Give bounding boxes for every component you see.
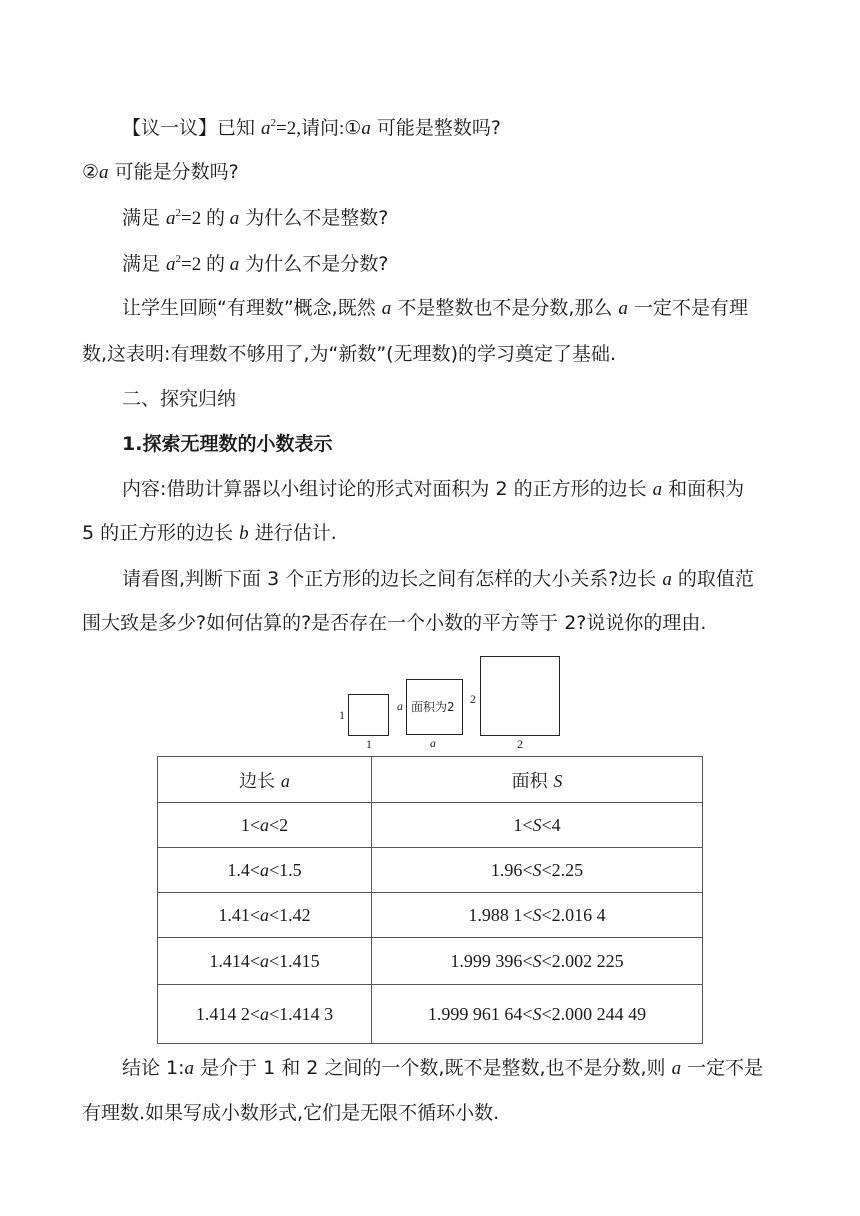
square-2-area-label: 面积为2	[411, 700, 455, 714]
squares-figure	[330, 650, 570, 750]
square-3	[480, 656, 560, 736]
table-row	[158, 938, 703, 985]
question-not-fraction: 满足 $a^2=2$ 的 a 为什么不是分数?	[122, 253, 389, 275]
side-range-cell: 1<a<2	[158, 803, 372, 848]
table-row	[158, 848, 703, 893]
area-range-cell: 1.96<S<2.25	[372, 848, 703, 893]
area-range-cell: 1.999 396<S<2.002 225	[372, 938, 703, 985]
table-row	[158, 985, 703, 1044]
estimation-table	[157, 756, 703, 1044]
content-paragraph-line-2: 5 的正方形的边长 b 进行估计.	[82, 522, 337, 544]
review-paragraph-line-2: 数,这表明:有理数不够用了,为“新数”(无理数)的学习奠定了基础.	[82, 343, 617, 365]
table-row	[158, 893, 703, 938]
figure-question-line-2: 围大致是多少?如何估算的?是否存在一个小数的平方等于 2?说说你的理由.	[82, 612, 707, 634]
table-row	[158, 803, 703, 848]
square-2-side-label: a	[397, 699, 403, 713]
discussion-prompt-line-1: 【议一议】已知 $a^2=2$,请问:①a 可能是整数吗?	[122, 117, 501, 139]
content-paragraph-line-1: 内容:借助计算器以小组讨论的形式对面积为 2 的正方形的边长 a 和面积为	[122, 478, 745, 500]
side-range-cell: 1.414 2<a<1.414 3	[158, 985, 372, 1044]
question-not-integer: 满足 $a^2=2$ 的 a 为什么不是整数?	[122, 207, 389, 229]
square-2-bottom-label: a	[430, 736, 436, 750]
square-3-bottom-label: 2	[517, 737, 523, 751]
review-paragraph-line-1: 让学生回顾“有理数”概念,既然 a 不是整数也不是分数,那么 a 一定不是有理	[122, 297, 748, 319]
subsection-title: 1.探索无理数的小数表示	[122, 433, 333, 455]
header-side-length: 边长 a	[158, 757, 372, 803]
square-1	[348, 694, 389, 736]
section-title: 二、探究归纳	[122, 388, 237, 410]
conclusion-line-1: 结论 1:a 是介于 1 和 2 之间的一个数,既不是整数,也不是分数,则 a 一定不是	[122, 1057, 764, 1079]
area-range-cell: 1<S<4	[372, 803, 703, 848]
table-header-row	[158, 757, 703, 803]
square-1-side-label: 1	[339, 708, 345, 722]
area-range-cell: 1.999 961 64<S<2.000 244 49	[372, 985, 703, 1044]
header-area: 面积 S	[372, 757, 703, 803]
figure-question-line-1: 请看图,判断下面 3 个正方形的边长之间有怎样的大小关系?边长 a 的取值范	[122, 568, 754, 590]
side-range-cell: 1.414<a<1.415	[158, 938, 372, 985]
conclusion-line-2: 有理数.如果写成小数形式,它们是无限不循环小数.	[82, 1102, 500, 1124]
side-range-cell: 1.4<a<1.5	[158, 848, 372, 893]
discussion-prompt-line-2: ②a 可能是分数吗?	[82, 161, 239, 183]
side-range-cell: 1.41<a<1.42	[158, 893, 372, 938]
square-3-side-label: 2	[470, 692, 476, 706]
square-1-bottom-label: 1	[366, 737, 372, 751]
area-range-cell: 1.988 1<S<2.016 4	[372, 893, 703, 938]
